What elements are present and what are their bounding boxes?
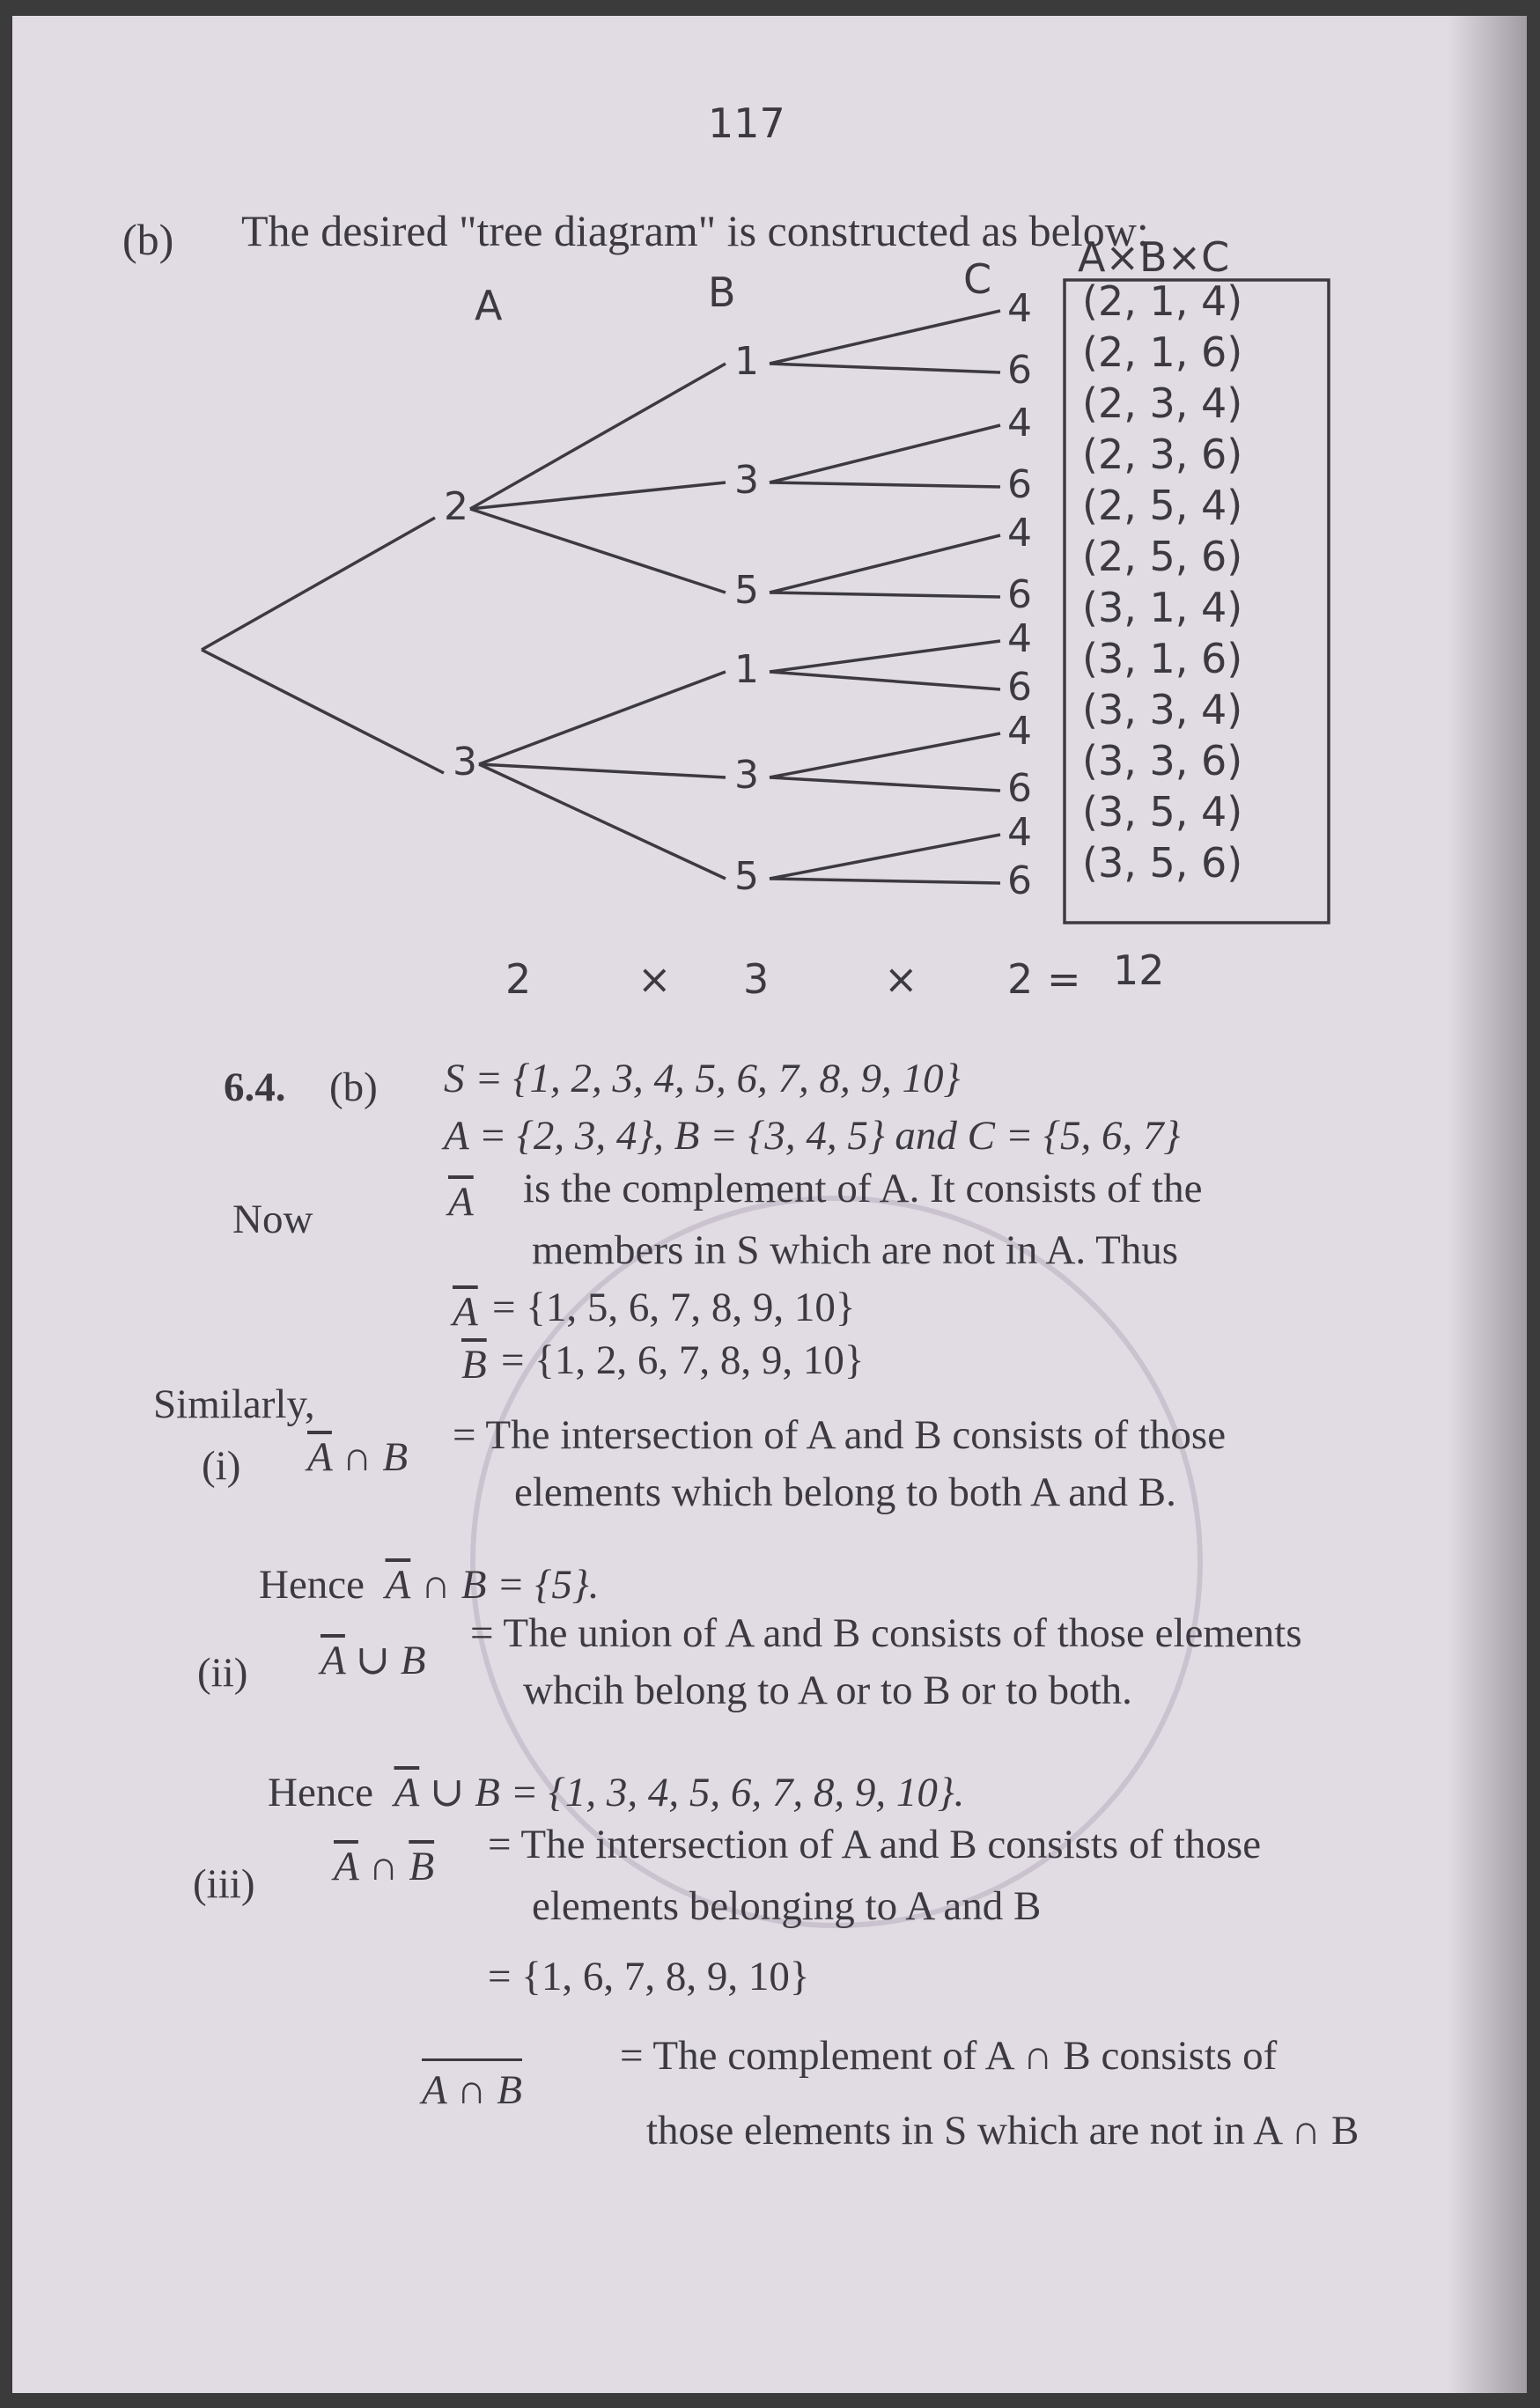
complement-definition-1: = The complement of A ∩ B consists of bbox=[620, 2033, 1278, 2079]
tree-diagram bbox=[12, 16, 1527, 1037]
tree-node-b: 5 bbox=[734, 568, 759, 613]
tree-branch-b-c bbox=[770, 879, 1000, 883]
tree-branch-a-b bbox=[479, 764, 726, 879]
tree-node-c: 6 bbox=[1007, 665, 1032, 710]
tree-node-c: 4 bbox=[1007, 401, 1032, 446]
abar-description-1: is the complement of A. It consists of the bbox=[523, 1166, 1203, 1211]
tree-node-b: 3 bbox=[734, 753, 759, 798]
tree-branch-b-c bbox=[770, 672, 1000, 689]
section-number: 6.4. bbox=[224, 1064, 286, 1110]
abar-set-rhs: = {1, 5, 6, 7, 8, 9, 10} bbox=[492, 1285, 856, 1330]
tree-branch-a-b bbox=[479, 672, 726, 764]
abar-set-lhs: $\overline{A}$ bbox=[453, 1289, 478, 1335]
tree-branch-b-c bbox=[770, 425, 1000, 482]
item-ii-number: (ii) bbox=[197, 1650, 248, 1696]
count-n3: 2 bbox=[1007, 955, 1034, 1003]
tree-branch-root-a bbox=[202, 650, 444, 773]
tree-node-a: 3 bbox=[453, 740, 477, 784]
tree-node-b: 3 bbox=[734, 458, 759, 503]
tree-node-b: 1 bbox=[734, 647, 759, 692]
outcome-item: (2, 3, 6) bbox=[1082, 431, 1243, 478]
tree-branch-b-c bbox=[770, 593, 1000, 597]
tree-branch-b-c bbox=[770, 311, 1000, 364]
col-label-c: C bbox=[963, 255, 992, 303]
count-equals: = bbox=[1047, 955, 1081, 1003]
tree-branch-b-c bbox=[770, 364, 1000, 372]
outcome-item: (3, 5, 6) bbox=[1082, 839, 1243, 887]
complement-definition-2: those elements in S which are not in A ∩ B bbox=[646, 2108, 1359, 2154]
abar-symbol: $\overline{A}$ bbox=[448, 1179, 474, 1225]
count-n1: 2 bbox=[505, 955, 532, 1003]
tree-node-c: 6 bbox=[1007, 766, 1032, 811]
tree-node-c: 4 bbox=[1007, 810, 1032, 855]
now-label: Now bbox=[232, 1197, 313, 1242]
outcome-item: (2, 1, 6) bbox=[1082, 328, 1243, 376]
tree-node-b: 5 bbox=[734, 854, 759, 899]
tree-branch-b-c bbox=[770, 482, 1000, 487]
tree-branch-root-a bbox=[202, 518, 435, 650]
item-iii-number: (iii) bbox=[193, 1861, 255, 1907]
count-total: 12 bbox=[1113, 946, 1165, 994]
item-ii-hence: Hence $\overline{A}$ ∪ B = {1, 3, 4, 5, 6, 7, 8, 9, 10}. bbox=[268, 1770, 965, 1815]
set-s-definition: S = {1, 2, 3, 4, 5, 6, 7, 8, 9, 10} bbox=[444, 1056, 961, 1101]
item-i-lhs: $\overline{A}$ ∩ B bbox=[307, 1434, 409, 1480]
tree-node-c: 6 bbox=[1007, 348, 1032, 393]
tree-node-c: 6 bbox=[1007, 462, 1032, 507]
outcome-item: (2, 5, 6) bbox=[1082, 533, 1243, 580]
heading-text: The desired "tree diagram" is constructed as below: bbox=[241, 206, 1149, 255]
tree-node-c: 4 bbox=[1007, 286, 1032, 331]
item-i-number: (i) bbox=[202, 1443, 241, 1489]
tree-node-c: 6 bbox=[1007, 858, 1032, 903]
item-iii-lhs: $\overline{A}$ ∩ $\overline{B}$ bbox=[334, 1844, 435, 1889]
col-label-b: B bbox=[708, 269, 736, 316]
similarly-label: Similarly, bbox=[153, 1381, 315, 1427]
item-ii-definition-2: whcih belong to A or to B or to both. bbox=[523, 1668, 1132, 1713]
outcome-item: (3, 3, 4) bbox=[1082, 686, 1243, 733]
outcome-item: (2, 3, 4) bbox=[1082, 379, 1243, 427]
outcome-item: (3, 1, 4) bbox=[1082, 584, 1243, 631]
item-i-hence: Hence $\overline{A}$ ∩ B = {5}. bbox=[259, 1562, 600, 1608]
bbar-set-rhs: = {1, 2, 6, 7, 8, 9, 10} bbox=[501, 1337, 865, 1383]
count-n2: 3 bbox=[743, 955, 770, 1003]
tree-branch-b-c bbox=[770, 535, 1000, 593]
count-times-2: × bbox=[884, 955, 918, 1003]
outcome-item: (2, 1, 4) bbox=[1082, 277, 1243, 325]
col-label-a: A bbox=[475, 282, 503, 329]
item-ii-definition-1: = The union of A and B consists of those elements bbox=[470, 1610, 1302, 1656]
tree-node-b: 1 bbox=[734, 339, 759, 384]
outcome-item: (3, 1, 6) bbox=[1082, 635, 1243, 682]
abar-description-2: members in S which are not in A. Thus bbox=[532, 1227, 1179, 1273]
tree-branch-b-c bbox=[770, 835, 1000, 879]
tree-node-c: 6 bbox=[1007, 572, 1032, 617]
bbar-set-lhs: $\overline{B}$ bbox=[461, 1342, 487, 1388]
tree-branch-b-c bbox=[770, 777, 1000, 791]
section-part: (b) bbox=[329, 1064, 378, 1110]
outcome-item: (3, 3, 6) bbox=[1082, 737, 1243, 784]
count-times-1: × bbox=[637, 955, 672, 1003]
item-i-definition-1: = The intersection of A and B consists of those bbox=[453, 1412, 1227, 1458]
tree-node-c: 4 bbox=[1007, 511, 1032, 556]
heading-label: (b) bbox=[122, 215, 174, 264]
tree-branch-a-b bbox=[470, 509, 726, 593]
tree-node-a: 2 bbox=[444, 484, 468, 529]
tree-branch-a-b bbox=[479, 764, 726, 777]
outcome-item: (2, 5, 4) bbox=[1082, 482, 1243, 529]
item-i-definition-2: elements which belong to both A and B. bbox=[514, 1469, 1176, 1515]
page-number: 117 bbox=[708, 99, 785, 147]
book-page bbox=[12, 16, 1527, 2393]
sets-abc-definition: A = {2, 3, 4}, B = {3, 4, 5} and C = {5, 6, 7} bbox=[444, 1113, 1181, 1159]
item-iii-result: = {1, 6, 7, 8, 9, 10} bbox=[488, 1954, 810, 1999]
tree-branch-b-c bbox=[770, 733, 1000, 777]
tree-node-c: 4 bbox=[1007, 709, 1032, 754]
tree-branch-b-c bbox=[770, 641, 1000, 672]
item-iii-definition-2: elements belonging to A and B bbox=[532, 1883, 1042, 1929]
item-ii-lhs: $\overline{A}$ ∪ B bbox=[321, 1638, 426, 1683]
item-iii-definition-1: = The intersection of A and B consists of those bbox=[488, 1822, 1262, 1867]
tree-node-c: 4 bbox=[1007, 616, 1032, 661]
complement-lhs: A ∩ B bbox=[422, 2058, 522, 2114]
col-label-product: A×B×C bbox=[1078, 233, 1230, 281]
outcome-item: (3, 5, 4) bbox=[1082, 788, 1243, 836]
